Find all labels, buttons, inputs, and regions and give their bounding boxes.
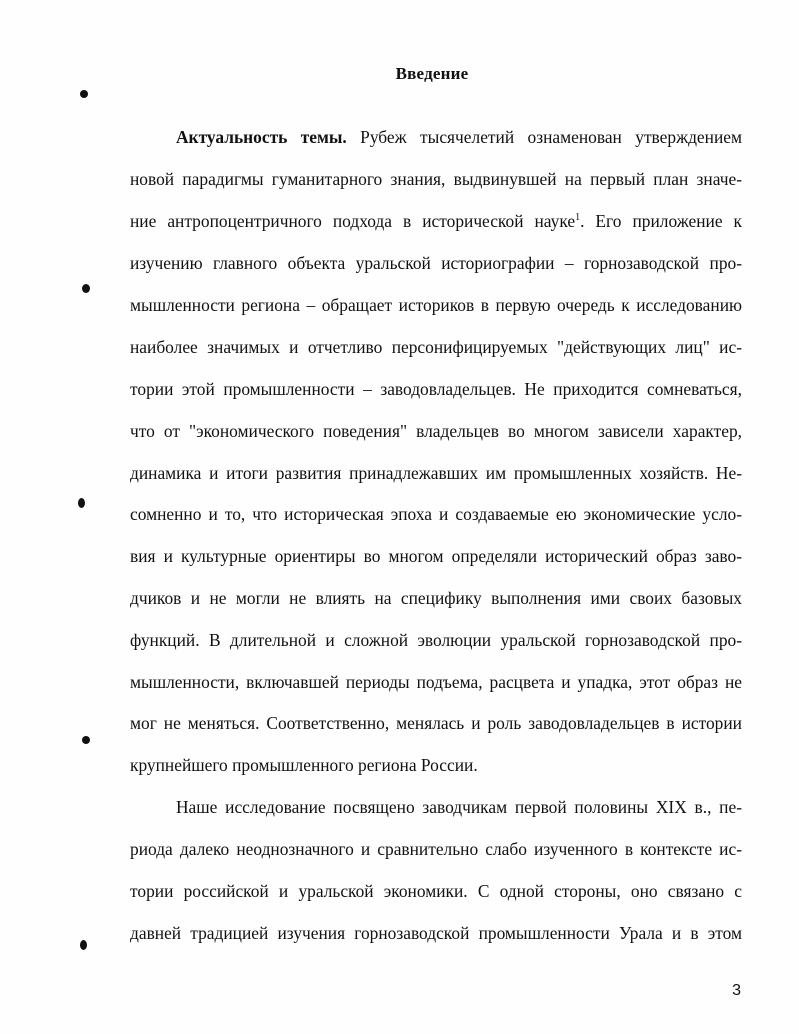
paragraph-line: ние антропоцентричного подхода в исторической науке$^1$. Его приложение к	[130, 211, 742, 231]
binding-hole-mark	[80, 90, 88, 98]
paragraph-line: крупнейшего промышленного региона России.	[130, 755, 478, 775]
paragraph-line: изучению главного объекта уральской историографии – горнозаводской про-	[130, 253, 742, 273]
paragraph-line: мышленности, включавшей периоды подъема, расцвета и упадка, этот образ не	[130, 672, 742, 692]
page-number: 3	[732, 982, 741, 999]
paragraph-line: тории российской и уральской экономики. С одной стороны, оно связано с	[130, 881, 742, 901]
paragraph-line: Актуальность темы. Рубеж тысячелетий ознаменован утверждением	[176, 127, 742, 147]
page-title: Введение	[395, 64, 469, 83]
paragraph-line: дчиков и не могли не влиять на специфику выполнения ими своих базовых	[130, 588, 742, 608]
paragraph-line: давней традицией изучения горнозаводской промышленности Урала и в этом	[130, 923, 742, 943]
paragraph-line: функций. В длительной и сложной эволюции уральской горнозаводской про-	[130, 630, 742, 650]
footnote-reference[interactable]: 1	[575, 212, 581, 224]
paragraph-line: мышленности региона – обращает историков в первую очередь к исследованию	[130, 295, 742, 315]
binding-hole-mark	[82, 736, 90, 744]
paragraph-line: вия и культурные ориентиры во многом определяли исторический образ заво-	[130, 546, 742, 566]
binding-hole-mark	[80, 940, 87, 950]
binding-hole-mark	[78, 498, 85, 508]
section-lead: Актуальность темы.	[176, 127, 347, 147]
paragraph-line: мог не меняться. Соответственно, менялась и роль заводовладельцев в истории	[130, 713, 742, 733]
paragraph-line: риода далеко неоднозначного и сравнительно слабо изученного в контексте ис-	[130, 839, 742, 859]
paragraph-line: тории этой промышленности – заводовладельцев. Не приходится сомневаться,	[130, 379, 742, 399]
paragraph-line: что от "экономического поведения" владельцев во многом зависели характер,	[130, 421, 742, 441]
paragraph-line: сомненно и то, что историческая эпоха и создаваемые ею экономические усло-	[130, 504, 742, 524]
binding-hole-mark	[82, 284, 90, 293]
paragraph-line: наиболее значимых и отчетливо персонифицируемых "действующих лиц" ис-	[130, 337, 742, 357]
paragraph-line: Наше исследование посвящено заводчикам первой половины XIX в., пе-	[176, 797, 742, 817]
paragraph-line: новой парадигмы гуманитарного знания, выдвинувшей на первый план значе-	[130, 169, 742, 189]
paragraph-line: динамика и итоги развития принадлежавших им промышленных хозяйств. Не-	[130, 463, 742, 483]
